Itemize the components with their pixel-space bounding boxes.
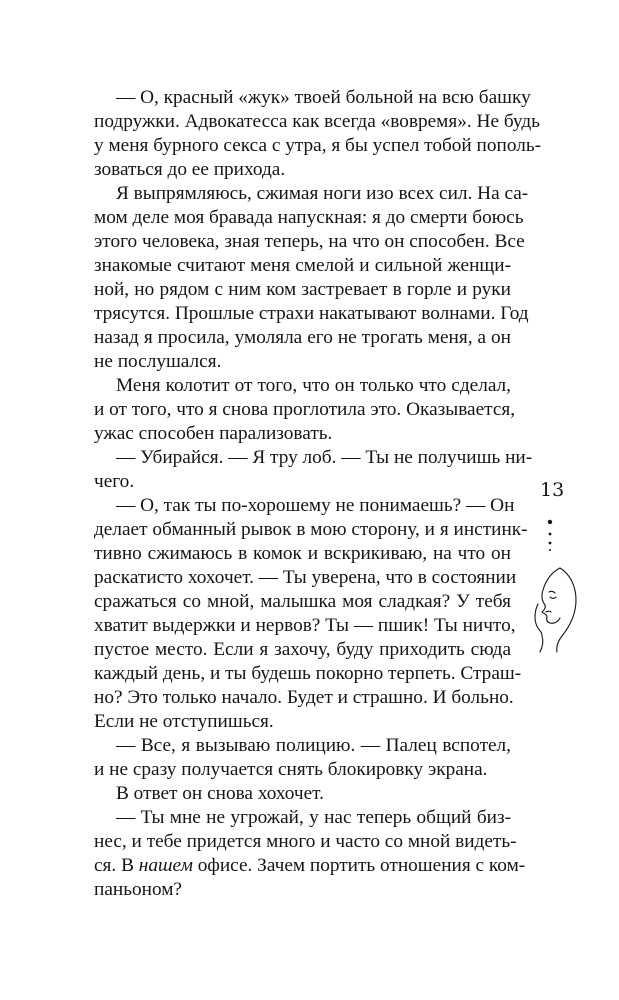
- text-line: каждый день, и ты будешь покорно терпеть. Страш-: [94, 663, 522, 684]
- text-line: сражаться со мной, малышка моя сладкая? У тебя: [94, 591, 511, 612]
- text-line: — О, красный «жук» твоей больной на всю башку: [116, 87, 531, 108]
- text-fragment: ся. В: [94, 855, 139, 876]
- text-line: зоваться до ее прихода.: [94, 159, 286, 180]
- text-line: хватит выдержки и нервов? Ты — пшик! Ты ничто,: [94, 615, 516, 636]
- text-line: у меня бурного секса с утра, я бы успел тобой пополь-: [94, 135, 542, 156]
- text-line: Я выпрямляюсь, сжимая ноги изо всех сил. На са-: [116, 183, 529, 204]
- text-line: — Ты мне не угрожай, у нас теперь общий биз-: [116, 807, 511, 828]
- text-line: [94, 854, 526, 878]
- text-line: подружки. Адвокатесса как всегда «вовремя». Не будь: [94, 111, 540, 132]
- text-line: чего.: [94, 471, 135, 492]
- text-line: В ответ он снова хохочет.: [116, 783, 324, 804]
- page-number: 13: [540, 479, 565, 501]
- text-line: пустое место. Если я захочу, буду приходить сюда: [94, 639, 511, 660]
- text-line: Меня колотит от того, что он только что сделал,: [116, 375, 511, 396]
- text-line: знакомые считают меня смелой и сильной женщи-: [94, 255, 511, 276]
- text-line: паньоном?: [94, 879, 182, 900]
- text-line: ной, но рядом с ним ком застревает в горле и руки: [94, 279, 511, 300]
- text-line: этого человека, зная теперь, на что он способен. Все: [94, 231, 525, 252]
- text-line: делает обманный рывок в мою сторону, и я инстинк-: [94, 519, 528, 540]
- face-line-art-icon: [530, 564, 586, 654]
- text-line: и не сразу получается снять блокировку экрана.: [94, 759, 488, 780]
- text-line: ужас способен парализовать.: [94, 423, 333, 444]
- text-line: Если не отступишься.: [94, 711, 274, 732]
- text-line: раскатисто хохочет. — Ты уверена, что в состоянии: [94, 567, 517, 588]
- text-line: тивно сжимаюсь в комок и вскрикиваю, на что он: [94, 543, 511, 564]
- italic-word: нашем: [138, 855, 193, 876]
- dot-ornament-icon: [544, 518, 556, 552]
- text-line: мом деле моя бравада напускная: я до смерти боюсь: [94, 207, 524, 228]
- text-line: но? Это только начало. Будет и страшно. И больно.: [94, 687, 514, 708]
- text-line: — Убирайся. — Я тру лоб. — Ты не получишь ни-: [116, 447, 533, 468]
- page-margin-decor: [530, 478, 590, 668]
- text-line: трясутся. Прошлые страхи накатывают волнами. Год: [94, 303, 529, 324]
- text-line: нес, и тебе придется много и часто со мной видеть-: [94, 831, 517, 852]
- text-line: назад я просила, умоляла его не трогать меня, а он: [94, 327, 511, 348]
- text-line: и от того, что я снова проглотила это. Оказывается,: [94, 399, 516, 420]
- text-line: не послушался.: [94, 351, 222, 372]
- text-line: — Все, я вызываю полицию. — Палец вспотел,: [116, 735, 511, 756]
- text-fragment: офисе. Зачем портить отношения с ком-: [192, 855, 526, 876]
- text-line: — О, так ты по-хорошему не понимаешь? — Он: [116, 495, 515, 516]
